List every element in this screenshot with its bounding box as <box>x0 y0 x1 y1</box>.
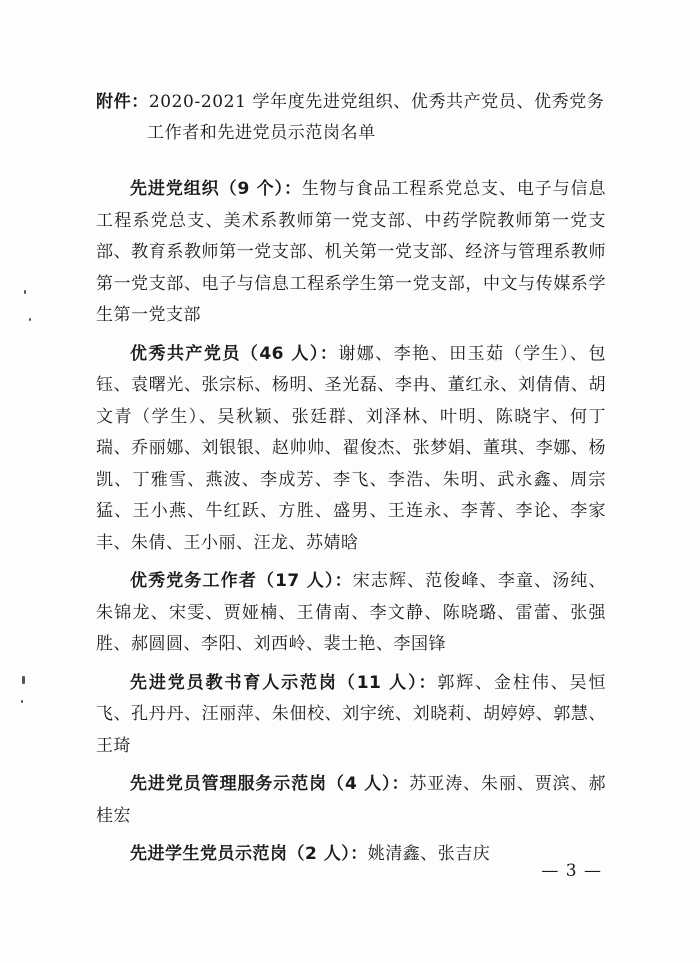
section-content: 苏亚涛、朱丽、贾滨、郝桂宏 <box>96 774 607 826</box>
title-line-1: 2020-2021 学年度先进党组织、优秀共产党员、优秀党务 <box>148 92 605 112</box>
attachment-label: 附件： <box>96 92 149 112</box>
section-content: 郭辉、金柱伟、吴恒飞、孔丹丹、汪丽萍、朱佃校、刘宇统、刘晓莉、胡婷婷、郭慧、王琦 <box>96 672 606 756</box>
section-heading: 先进党员教书育人示范岗（11 人）： <box>130 672 438 693</box>
section-excellent-members <box>96 339 606 560</box>
document-body <box>96 174 606 878</box>
section-student-model-posts <box>96 839 606 871</box>
scan-speck <box>29 318 31 321</box>
section-content: 姚清鑫、张吉庆 <box>367 844 491 864</box>
scan-speck <box>24 290 26 294</box>
section-party-organizations <box>96 174 606 332</box>
title-line-2: 工作者和先进党员示范岗名单 <box>147 123 376 143</box>
section-party-affairs-workers <box>96 566 606 661</box>
scan-speck <box>21 700 23 703</box>
section-service-model-posts <box>96 769 606 832</box>
section-content: 宋志辉、范俊峰、李童、汤纯、朱锦龙、宋雯、贾娅楠、王倩南、李文静、陈晓璐、雷蕾、张强胜、郝圆圆、李阳、刘西岭、裴士艳、李国锋 <box>96 571 606 654</box>
section-heading: 先进学生党员示范岗（2 人）： <box>130 844 368 864</box>
section-teaching-model-posts <box>96 668 606 763</box>
section-heading: 优秀党务工作者（17 人）： <box>130 571 353 591</box>
document-title <box>96 87 636 149</box>
scan-speck <box>22 676 25 684</box>
section-content: 生物与食品工程系党总支、电子与信息工程系党总支、美术系教师第一党支部、中药学院教师第一党支部、教育系教师第一党支部、机关第一党支部、经济与管理系教师第一党支部、电子与信息工程系学生第一党支部，中文与传媒系学生第一党支部 <box>96 179 607 325</box>
section-heading: 先进党员管理服务示范岗（4 人）： <box>130 774 410 794</box>
section-content: 谢娜、李艳、田玉茹（学生）、包钰、袁曙光、张宗标、杨明、圣光磊、李冉、董红永、刘倩倩、胡文青（学生）、吴秋颖、张廷群、刘泽林、叶明、陈晓宇、何丁瑞、乔丽娜、刘银银、赵帅帅、翟俊杰、张梦娟、董琪、李娜、杨凯、丁雅雪、燕波、李成芳、李飞、李浩、朱明、武永鑫、周宗猛、王小燕、牛红跃、方胜、盛男、王连永、李菁、李论、李家丰、朱倩、王小丽、汪龙、苏婧晗 <box>96 343 607 553</box>
section-heading: 优秀共产党员（46 人）： <box>130 343 339 364</box>
section-heading: 先进党组织（9 个）： <box>130 179 302 199</box>
page-number: — 3 — <box>541 861 602 881</box>
